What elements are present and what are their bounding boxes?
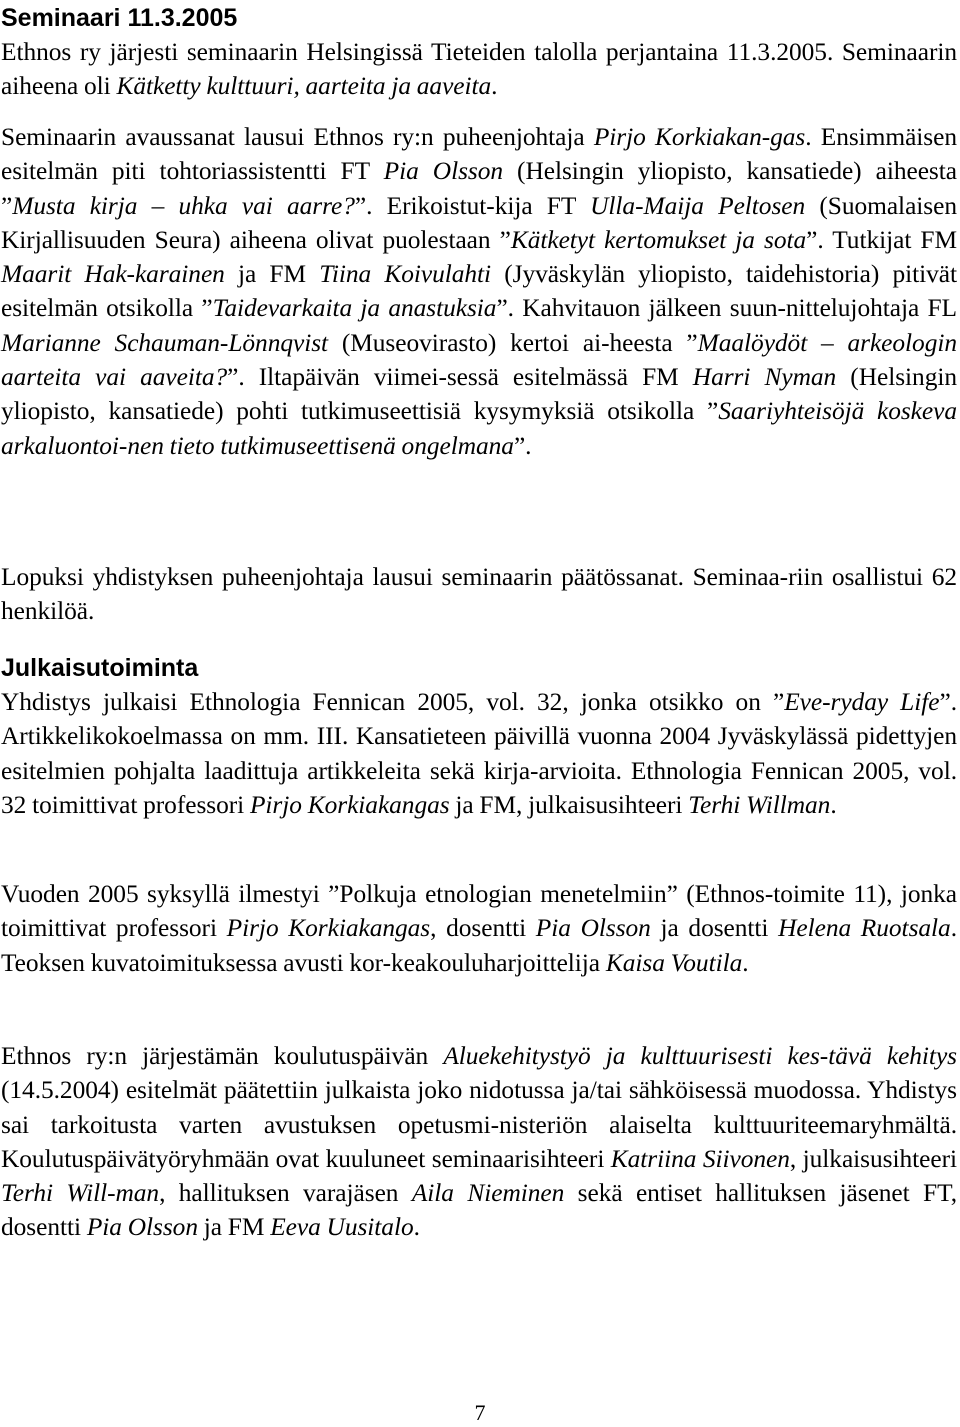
italic-run: Marianne Schauman-Lönnqvist	[1, 328, 329, 357]
italic-run: Pirjo Korkiakan-gas	[593, 123, 806, 151]
text-run: (Museovirasto) kertoi ai-heesta ”	[328, 328, 698, 357]
text-run: ”. Iltapäivän viimei-sessä esitelmässä FM	[227, 363, 693, 392]
text-run: (14.5.2004) esitelmät päätettiin julkaista joko nidotussa ja/tai sähköisessä muodossa. Yhdistys sai tarkoitusta varten avustuksen opetusmi-nisteriön alaiselta kulttuuriteemaryhmältä. Koulutuspäivätyöryhmään ovat kuuluneet seminaarisihteeri	[1, 1076, 957, 1173]
text-run: Ethnos ry järjesti seminaarin Helsingissä Tieteiden talolla perjantaina 11.3.2005. Seminaarin aiheena oli	[1, 38, 957, 101]
text-run: ”. Kahvitauon jälkeen suun-nittelujohtaja FL	[496, 294, 957, 323]
italic-run: Pia Olsson	[86, 1213, 198, 1242]
italic-run: Katriina Siivonen	[610, 1144, 790, 1173]
text-run: (Helsingin yliopisto, kansatiede) pohti tutkimuseettisiä kysymyksiä otsikolla ”	[1, 363, 957, 426]
text-run: (Helsingin yliopisto, kansatiede) aiheesta ”	[1, 157, 957, 220]
italic-run: Terhi Willman	[688, 790, 831, 819]
paragraph-aluekehitystyo	[1, 1039, 957, 1245]
section-heading-julkaisutoiminta: Julkaisutoiminta	[1, 654, 199, 682]
text-run: ja FM	[224, 260, 320, 289]
italic-run: Ulla-Maija Peltosen	[590, 191, 806, 220]
italic-run: Kätketyt kertomukset ja sota	[510, 225, 807, 254]
italic-run: Aluekehitystyö ja kulttuurisesti kes-tävä kehitys	[443, 1042, 957, 1070]
italic-run: Tiina Koivulahti	[319, 260, 492, 289]
paragraph-seminar-intro	[1, 35, 957, 104]
text-run: Vuoden 2005 syksyllä ilmestyi ”Polkuja etnologian menetelmiin” (Ethnos-toimite 11), jonka toimittivat professori	[1, 880, 957, 943]
text-run: Yhdistys julkaisi Ethnologia Fennican 2005, vol. 32, jonka otsikko on ”	[1, 688, 785, 716]
paragraph-seminar-program	[1, 120, 957, 463]
text-run: Ethnos ry:n järjestämän koulutuspäivän	[1, 1042, 444, 1070]
text-run: (Suomalaisen Kirjallisuuden Seura) aiheena olivat puolestaan ”	[1, 191, 957, 254]
text-run: .	[830, 790, 837, 819]
italic-run: Harri Nyman	[692, 363, 837, 392]
italic-run: Eeva Uusitalo	[270, 1213, 414, 1242]
text-run: , hallituksen varajäsen	[159, 1179, 412, 1208]
italic-run: Pirjo Korkiakangas	[249, 790, 450, 819]
italic-run: Kätketty kulttuuri, aarteita ja aaveita	[116, 72, 492, 101]
italic-run: Pia Olsson	[383, 157, 504, 186]
text-run: ”. Artikkelikokoelmassa on mm. III. Kansatieteen päivillä vuonna 2004 Jyväskylässä pidettyjen esitelmien pohjalta laadittuja artikkeleita sekä kirja-arvioita. Ethnologia Fennican 2005, vol. 32 toimittivat professori	[1, 688, 958, 819]
text-run: (Jyväskylän yliopisto, taidehistoria) pitivät esitelmän otsikolla ”	[1, 260, 957, 323]
italic-run: Kaisa Voutila	[605, 948, 743, 977]
text-run: ”.	[513, 431, 532, 460]
italic-run: Maarit Hak-karainen	[1, 260, 225, 289]
text-run: ja dosentti	[650, 914, 779, 943]
text-run: ”. Erikoistut-kija FT	[354, 191, 591, 220]
text-run: , dosentti	[430, 914, 536, 943]
italic-run: Pia Olsson	[535, 914, 651, 943]
italic-run: Eve-ryday Life	[784, 688, 940, 716]
text-run: Seminaarin avaussanat lausui Ethnos ry:n puheenjohtaja	[1, 123, 594, 151]
text-run: ”. Tutkijat FM	[806, 225, 957, 254]
text-run: .	[742, 948, 749, 977]
italic-run: Pirjo Korkiakangas	[226, 914, 431, 943]
text-run: sekä entiset hallituksen jäsenet FT, dosentti	[1, 1179, 957, 1242]
italic-run: Aila Nieminen	[411, 1179, 565, 1208]
italic-run: Helena Ruotsala	[778, 914, 951, 943]
paragraph-ethnologia-fennica	[1, 685, 957, 822]
paragraph-polkuja	[1, 877, 957, 980]
text-run: . Ensimmäisen esitelmän piti tohtoriassistentti FT	[1, 123, 958, 186]
text-run: , julkaisusihteeri	[789, 1144, 957, 1173]
page-number: 7	[474, 1400, 486, 1425]
italic-run: Musta kirja – uhka vai aarre?	[12, 191, 355, 220]
text-run: Lopuksi yhdistyksen puheenjohtaja lausui seminaarin päätössanat. Seminaa-riin osallistui 62 henkilöä.	[1, 563, 957, 626]
text-run: .	[413, 1213, 420, 1242]
paragraph-seminar-closing	[1, 560, 957, 629]
italic-run: Maalöydöt – arkeologin aarteita vai aaveita?	[1, 328, 957, 392]
text-run: . Teoksen kuvatoimituksessa avusti kor-keakouluharjoittelija	[1, 914, 958, 977]
italic-run: Terhi Will-man	[1, 1179, 160, 1208]
italic-run: Taidevarkaita ja anastuksia	[212, 294, 497, 323]
text-run: ja FM, julkaisusihteeri	[449, 790, 689, 819]
text-run: .	[491, 72, 498, 101]
italic-run: Saariyhteisöjä koskeva arkaluontoi-nen tieto tutkimuseettisenä ongelmana	[1, 397, 957, 460]
section-heading-seminaari: Seminaari 11.3.2005	[1, 4, 238, 32]
text-run: ja FM	[197, 1213, 271, 1242]
